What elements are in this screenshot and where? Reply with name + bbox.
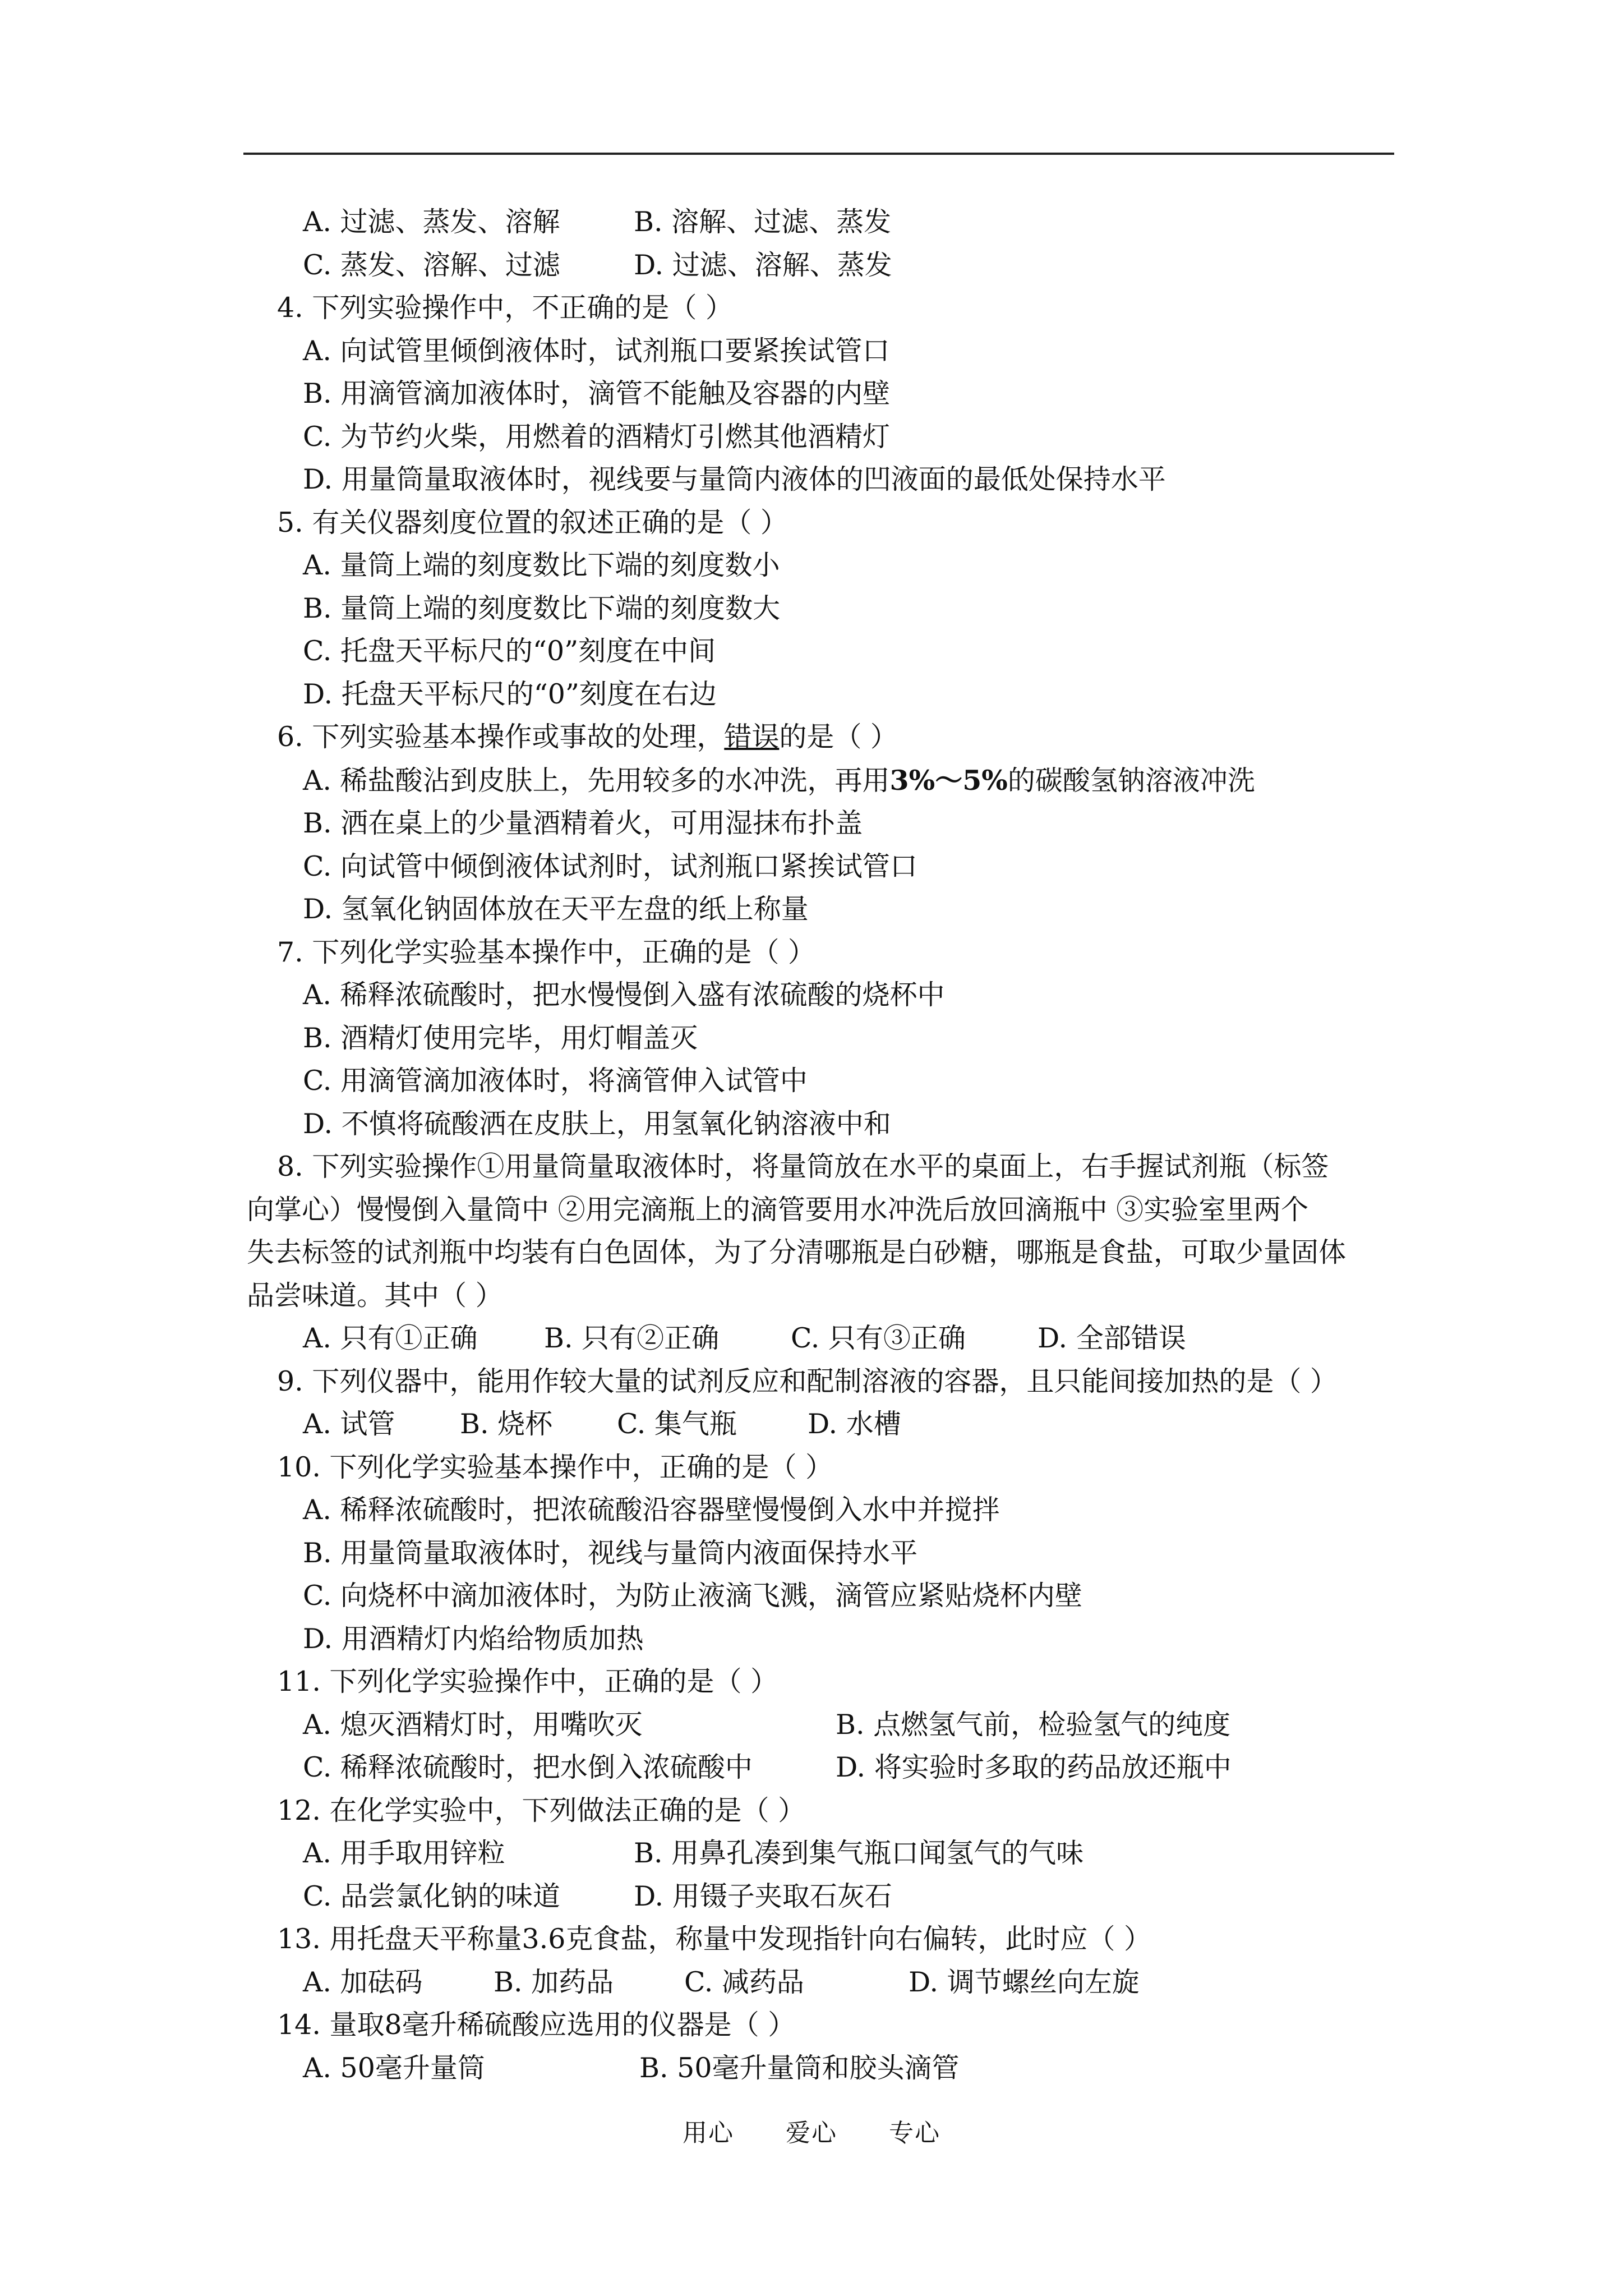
q14-option-a: A. 50毫升量筒 — [303, 2051, 485, 2084]
q7-stem: 7. 下列化学实验基本操作中，正确的是（ ） — [277, 936, 815, 968]
q6-stem-pre: 6. 下列实验基本操作或事故的处理， — [277, 721, 725, 753]
q8-options — [303, 1317, 1424, 1360]
q5-option-b: B. 量筒上端的刻度数比下端的刻度数大 — [303, 592, 781, 624]
q8-stem-line-3: 失去标签的试剂瓶中均装有白色固体，为了分清哪瓶是白砂糖，哪瓶是食盐，可取少量固体 — [247, 1236, 1347, 1268]
q6-option-d: D. 氢氧化钠固体放在天平左盘的纸上称量 — [303, 893, 809, 925]
q5-stem: 5. 有关仪器刻度位置的叙述正确的是（ ） — [277, 506, 788, 539]
q10-stem: 10. 下列化学实验基本操作中，正确的是（ ） — [277, 1451, 833, 1483]
page-footer — [0, 2113, 1623, 2148]
q12-options-row-2 — [303, 1875, 1424, 1918]
q9-option-c: C. 集气瓶 — [617, 1408, 737, 1440]
q7-option-c: C. 用滴管滴加液体时，将滴管伸入试管中 — [303, 1065, 808, 1097]
footer-word-2: 爱心 — [786, 2119, 837, 2147]
q9-options — [303, 1403, 1424, 1446]
document-body — [247, 201, 1424, 2090]
q8-stem-line-1: 8. 下列实验操作①用量筒量取液体时，将量筒放在水平的桌面上，右手握试剂瓶（标签 — [277, 1151, 1329, 1182]
q13-option-d: D. 调节螺丝向左旋 — [909, 1966, 1140, 1998]
q7-option-a: A. 稀释浓硫酸时，把水慢慢倒入盛有浓硫酸的烧杯中 — [303, 979, 945, 1011]
q11-option-a: A. 熄灭酒精灯时，用嘴吹灭 — [303, 1708, 643, 1741]
q6-option-a-bold: 3%～5% — [889, 763, 1008, 797]
q6-option-c: C. 向试管中倾倒液体试剂时，试剂瓶口紧挨试管口 — [303, 850, 917, 882]
q4-option-c: C. 为节约火柴，用燃着的酒精灯引燃其他酒精灯 — [303, 420, 890, 453]
q9-option-d: D. 水槽 — [808, 1408, 901, 1440]
q11-options-row-2 — [303, 1746, 1424, 1789]
q11-option-b: B. 点燃氢气前，检验氢气的纯度 — [836, 1708, 1231, 1741]
q4-stem: 4. 下列实验操作中，不正确的是（ ） — [277, 292, 733, 324]
q5-option-d: D. 托盘天平标尺的“0”刻度在右边 — [303, 678, 717, 710]
q14-options — [303, 2047, 1424, 2090]
q6-stem — [277, 716, 1424, 759]
q5-option-a: A. 量筒上端的刻度数比下端的刻度数小 — [303, 549, 780, 581]
q9-option-a: A. 试管 — [303, 1408, 395, 1440]
q7-option-b: B. 酒精灯使用完毕，用灯帽盖灭 — [303, 1022, 698, 1054]
q3-options-row-2 — [303, 244, 1424, 287]
q9-stem: 9. 下列仪器中，能用作较大量的试剂反应和配制溶液的容器，且只能间接加热的是（ ） — [277, 1365, 1338, 1397]
q7-option-d: D. 不慎将硫酸洒在皮肤上，用氢氧化钠溶液中和 — [303, 1107, 891, 1140]
q3-options-row-1 — [303, 201, 1424, 244]
q6-option-b: B. 洒在桌上的少量酒精着火，可用湿抹布扑盖 — [303, 807, 863, 839]
q4-option-b: B. 用滴管滴加液体时，滴管不能触及容器的内壁 — [303, 378, 891, 409]
q3-option-d: D. 过滤、溶解、蒸发 — [634, 249, 892, 281]
q6-stem-underlined: 错误 — [724, 721, 780, 753]
q5-option-c: C. 托盘天平标尺的“0”刻度在中间 — [303, 635, 716, 667]
q8-option-a: A. 只有①正确 — [303, 1322, 478, 1354]
q13-option-b: B. 加药品 — [494, 1966, 614, 1998]
q3-option-a: A. 过滤、蒸发、溶解 — [303, 206, 560, 238]
q10-option-b: B. 用量筒量取液体时，视线与量筒内液面保持水平 — [303, 1536, 918, 1569]
q9-option-b: B. 烧杯 — [460, 1408, 553, 1440]
footer-word-1: 用心 — [683, 2119, 734, 2147]
q11-option-c: C. 稀释浓硫酸时，把水倒入浓硫酸中 — [303, 1751, 753, 1783]
q12-option-a: A. 用手取用锌粒 — [303, 1837, 505, 1869]
q4-option-d: D. 用量筒量取液体时，视线要与量筒内液体的凹液面的最低处保持水平 — [303, 463, 1166, 495]
q11-stem: 11. 下列化学实验操作中，正确的是（ ） — [277, 1665, 778, 1697]
q8-option-d: D. 全部错误 — [1038, 1322, 1186, 1354]
q8-stem-line-2: 向掌心）慢慢倒入量筒中 ②用完滴瓶上的滴管要用水冲洗后放回滴瓶中 ③实验室里两个 — [247, 1193, 1309, 1226]
q10-option-d: D. 用酒精灯内焰给物质加热 — [303, 1622, 644, 1655]
q6-stem-post: 的是（ ） — [779, 721, 898, 753]
q13-option-c: C. 减药品 — [684, 1966, 804, 1998]
q11-options-row-1 — [303, 1704, 1424, 1747]
q8-stem-line-4: 品尝味道。其中（ ） — [247, 1279, 503, 1312]
q6-option-a-pre: A. 稀盐酸沾到皮肤上，先用较多的水冲洗，再用 — [303, 764, 890, 797]
q14-option-b: B. 50毫升量筒和胶头滴管 — [639, 2051, 960, 2084]
q11-option-d: D. 将实验时多取的药品放还瓶中 — [836, 1751, 1232, 1783]
q12-options-row-1 — [303, 1832, 1424, 1875]
q10-option-a: A. 稀释浓硫酸时，把浓硫酸沿容器壁慢慢倒入水中并搅拌 — [303, 1494, 1000, 1526]
q12-stem: 12. 在化学实验中，下列做法正确的是（ ） — [277, 1794, 806, 1826]
q6-option-a-post: 的碳酸氢钠溶液冲洗 — [1007, 764, 1255, 797]
q6-option-a — [303, 759, 1424, 803]
footer-word-3: 专心 — [889, 2119, 940, 2147]
q12-option-d: D. 用镊子夹取石灰石 — [634, 1880, 892, 1912]
q14-stem: 14. 量取8毫升稀硫酸应选用的仪器是（ ） — [277, 2009, 796, 2041]
q8-option-b: B. 只有②正确 — [544, 1322, 720, 1354]
q13-option-a: A. 加砝码 — [303, 1966, 423, 1998]
q8-option-c: C. 只有③正确 — [791, 1322, 966, 1354]
q4-option-a: A. 向试管里倾倒液体时，试剂瓶口要紧挨试管口 — [303, 334, 890, 367]
q13-stem: 13. 用托盘天平称量3.6克食盐，称量中发现指针向右偏转，此时应（ ） — [277, 1923, 1152, 1955]
q10-option-c: C. 向烧杯中滴加液体时，为防止液滴飞溅，滴管应紧贴烧杯内壁 — [303, 1580, 1082, 1612]
header-rule — [243, 153, 1394, 155]
q12-option-c: C. 品尝氯化钠的味道 — [303, 1880, 560, 1912]
q12-option-b: B. 用鼻孔凑到集气瓶口闻氢气的气味 — [634, 1837, 1084, 1869]
q3-option-c: C. 蒸发、溶解、过滤 — [303, 249, 560, 281]
q13-options — [303, 1961, 1424, 2004]
q3-option-b: B. 溶解、过滤、蒸发 — [634, 206, 892, 238]
